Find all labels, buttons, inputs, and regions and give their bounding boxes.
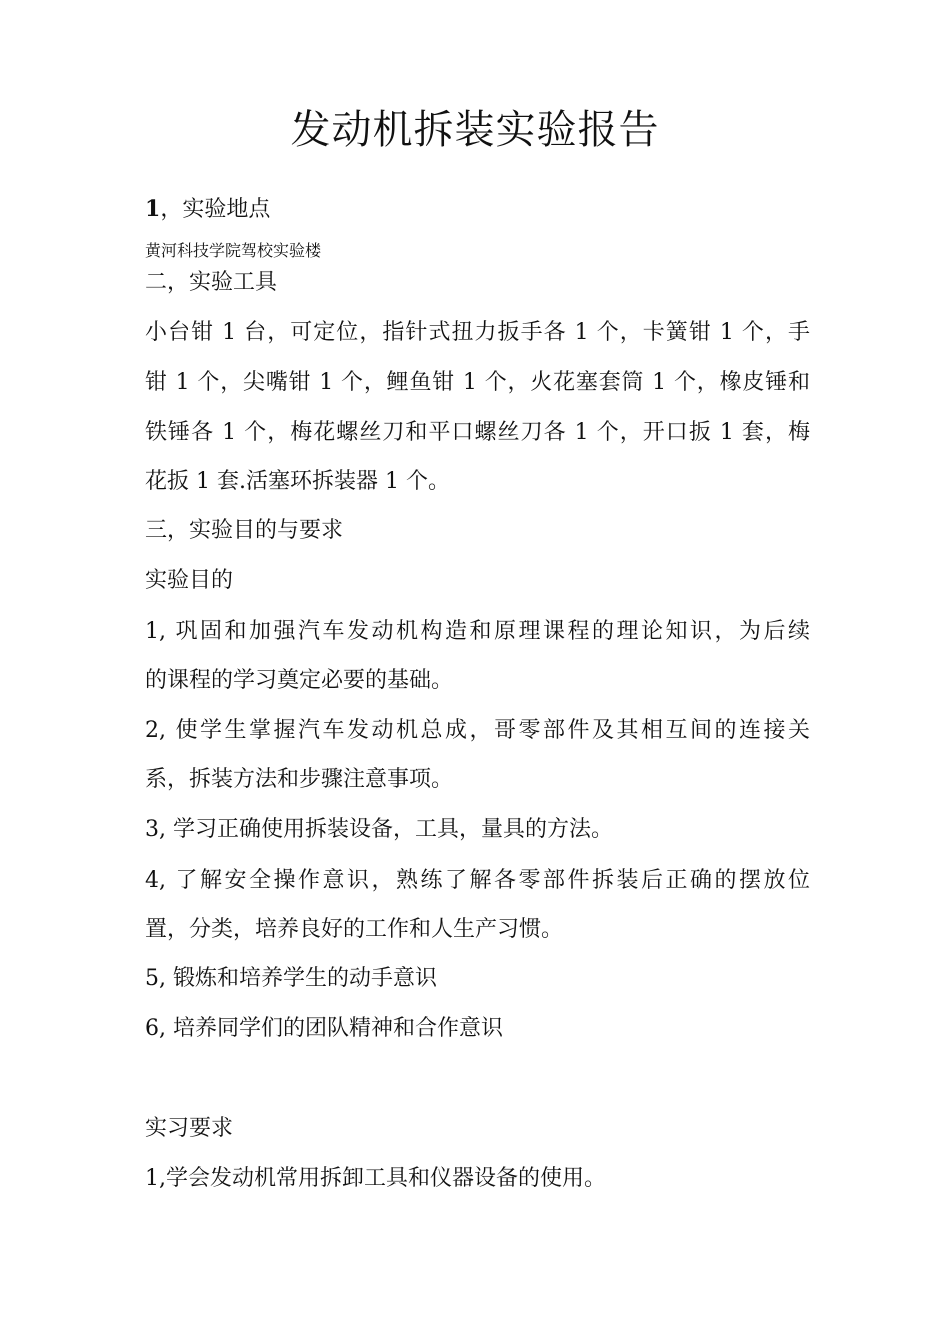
section-1-number: 1 <box>145 196 161 222</box>
purpose-line-2: 的课程的学习奠定必要的基础。 <box>145 668 454 693</box>
document-title: 发动机拆装实验报告 <box>290 107 660 153</box>
purpose-line-6: 4, 了解安全操作意识，熟练了解各零部件拆装后正确的摆放位 <box>145 868 810 893</box>
purpose-line-3: 2, 使学生掌握汽车发动机总成，哥零部件及其相互间的连接关 <box>145 718 810 743</box>
tools-line-1: 小台钳 1 台，可定位，指针式扭力扳手各 1 个，卡簧钳 1 个，手 <box>145 320 810 345</box>
section-3-heading: 三，实验目的与要求 <box>145 518 344 543</box>
requirements-line-1: 1,学会发动机常用拆卸工具和仪器设备的使用。 <box>145 1166 606 1191</box>
tools-line-4: 花扳 1 套.活塞环拆装器 1 个。 <box>145 469 450 494</box>
requirements-heading: 实习要求 <box>145 1116 234 1141</box>
purpose-line-9: 6, 培养同学们的团队精神和合作意识 <box>145 1016 503 1041</box>
section-2-heading: 二，实验工具 <box>145 270 278 295</box>
purpose-line-1: 1, 巩固和加强汽车发动机构造和原理课程的理论知识，为后续 <box>145 619 810 644</box>
tools-line-2: 钳 1 个，尖嘴钳 1 个，鲤鱼钳 1 个，火花塞套筒 1 个，橡皮锤和 <box>145 370 810 395</box>
section-1-heading-text: ，实验地点 <box>160 197 271 222</box>
purpose-line-8: 5, 锻炼和培养学生的动手意识 <box>145 966 437 991</box>
purpose-line-4: 系，拆装方法和步骤注意事项。 <box>145 767 454 792</box>
purpose-line-5: 3, 学习正确使用拆装设备，工具，量具的方法。 <box>145 817 613 842</box>
tools-line-3: 铁锤各 1 个，梅花螺丝刀和平口螺丝刀各 1 个，开口扳 1 套，梅 <box>145 420 810 445</box>
section-1-heading <box>145 194 810 225</box>
experiment-location: 黄河科技学院驾校实验楼 <box>145 241 322 260</box>
purpose-heading: 实验目的 <box>145 568 234 593</box>
purpose-line-7: 置，分类，培养良好的工作和人生产习惯。 <box>145 917 564 942</box>
